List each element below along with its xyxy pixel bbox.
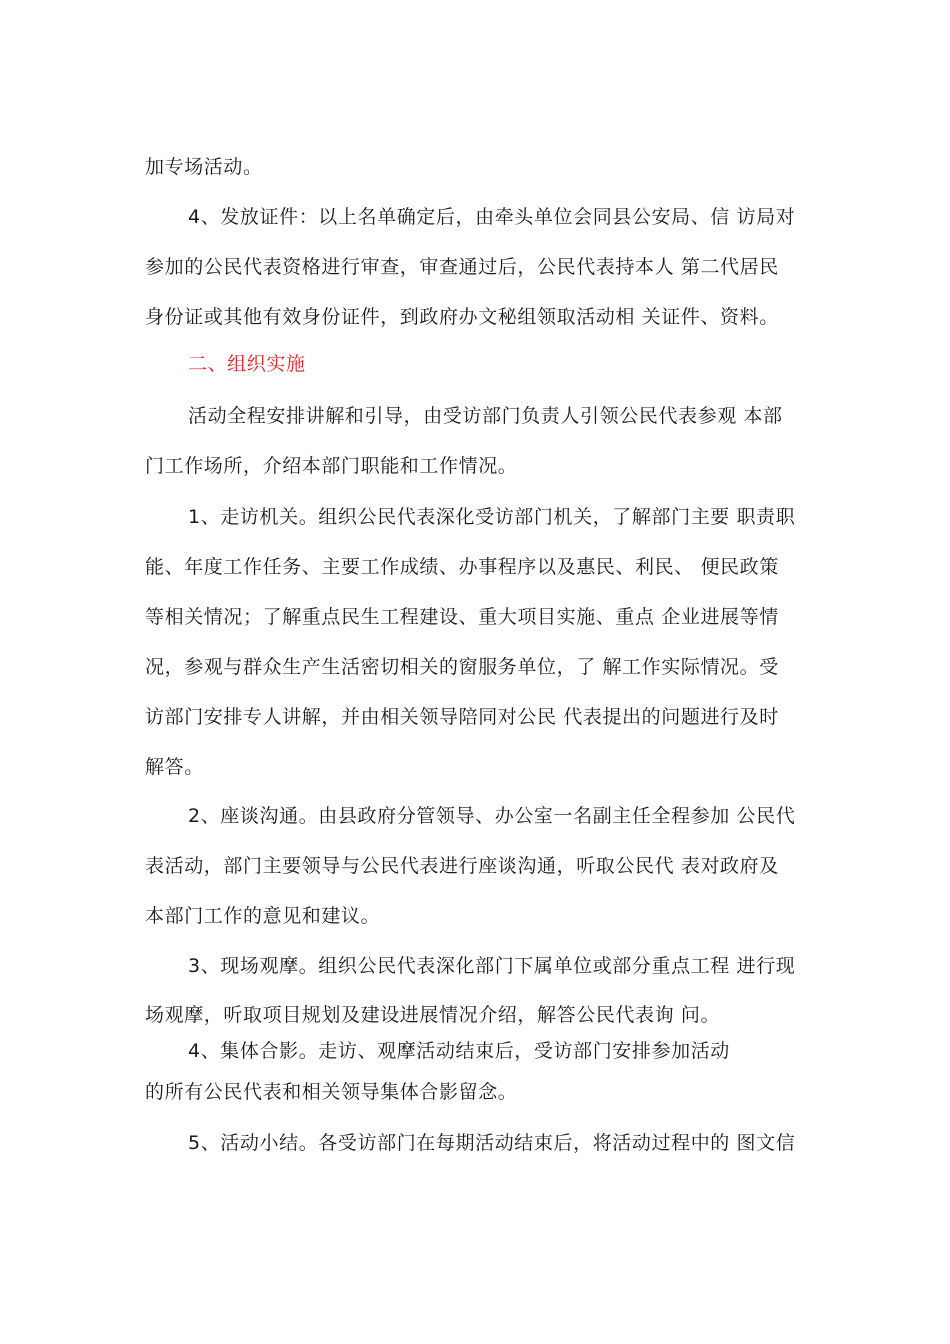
text-line: 活动全程安排讲解和引导，由受访部门负责人引领公民代表参观 本部 [188,405,783,427]
text-line: 的所有公民代表和相关领导集体合影留念。 [145,1081,518,1103]
text-line: 3、现场观摩。组织公民代表深化部门下属单位或部分重点工程 进行现 [188,955,796,977]
text-line: 2、座谈沟通。由县政府分管领导、办公室一名副主任全程参加 公民代 [188,805,796,827]
text-line: 访部门安排专人讲解，并由相关领导陪同对公民 代表提出的问题进行及时 [145,706,779,728]
text-line: 参加的公民代表资格进行审查，审查通过后，公民代表持本人 第二代居民 [145,256,779,278]
text-line: 场观摩，听取项目规划及建设进展情况介绍，解答公民代表询 问。 [145,1004,721,1026]
text-line: 4、发放证件：以上名单确定后，由牵头单位会同县公安局、信 访局对 [188,206,796,228]
text-line: 门工作场所，介绍本部门职能和工作情况。 [145,455,518,477]
text-line: 5、活动小结。各受访部门在每期活动结束后，将活动过程中的 图文信 [188,1132,796,1154]
text-line: 况，参观与群众生产生活密切相关的窗服务单位，了 解工作实际情况。受 [145,656,779,678]
text-line: 能、年度工作任务、主要工作成绩、办事程序以及惠民、利民、 便民政策 [145,556,779,578]
text-line: 表活动，部门主要领导与公民代表进行座谈沟通，听取公民代 表对政府及 [145,855,779,877]
text-line: 1、走访机关。组织公民代表深化受访部门机关，了解部门主要 职责职 [188,506,796,528]
text-line: 身份证或其他有效身份证件，到政府办文秘组领取活动相 关证件、资料。 [145,306,779,328]
text-line: 等相关情况；了解重点民生工程建设、重大项目实施、重点 企业进展等情 [145,606,779,628]
text-line: 解答。 [145,756,204,778]
text-line: 4、集体合影。走访、观摩活动结束后，受访部门安排参加活动 [188,1040,730,1062]
text-line: 加专场活动。 [145,156,263,178]
section-heading: 二、组织实施 [188,353,306,375]
text-line: 本部门工作的意见和建议。 [145,905,381,927]
